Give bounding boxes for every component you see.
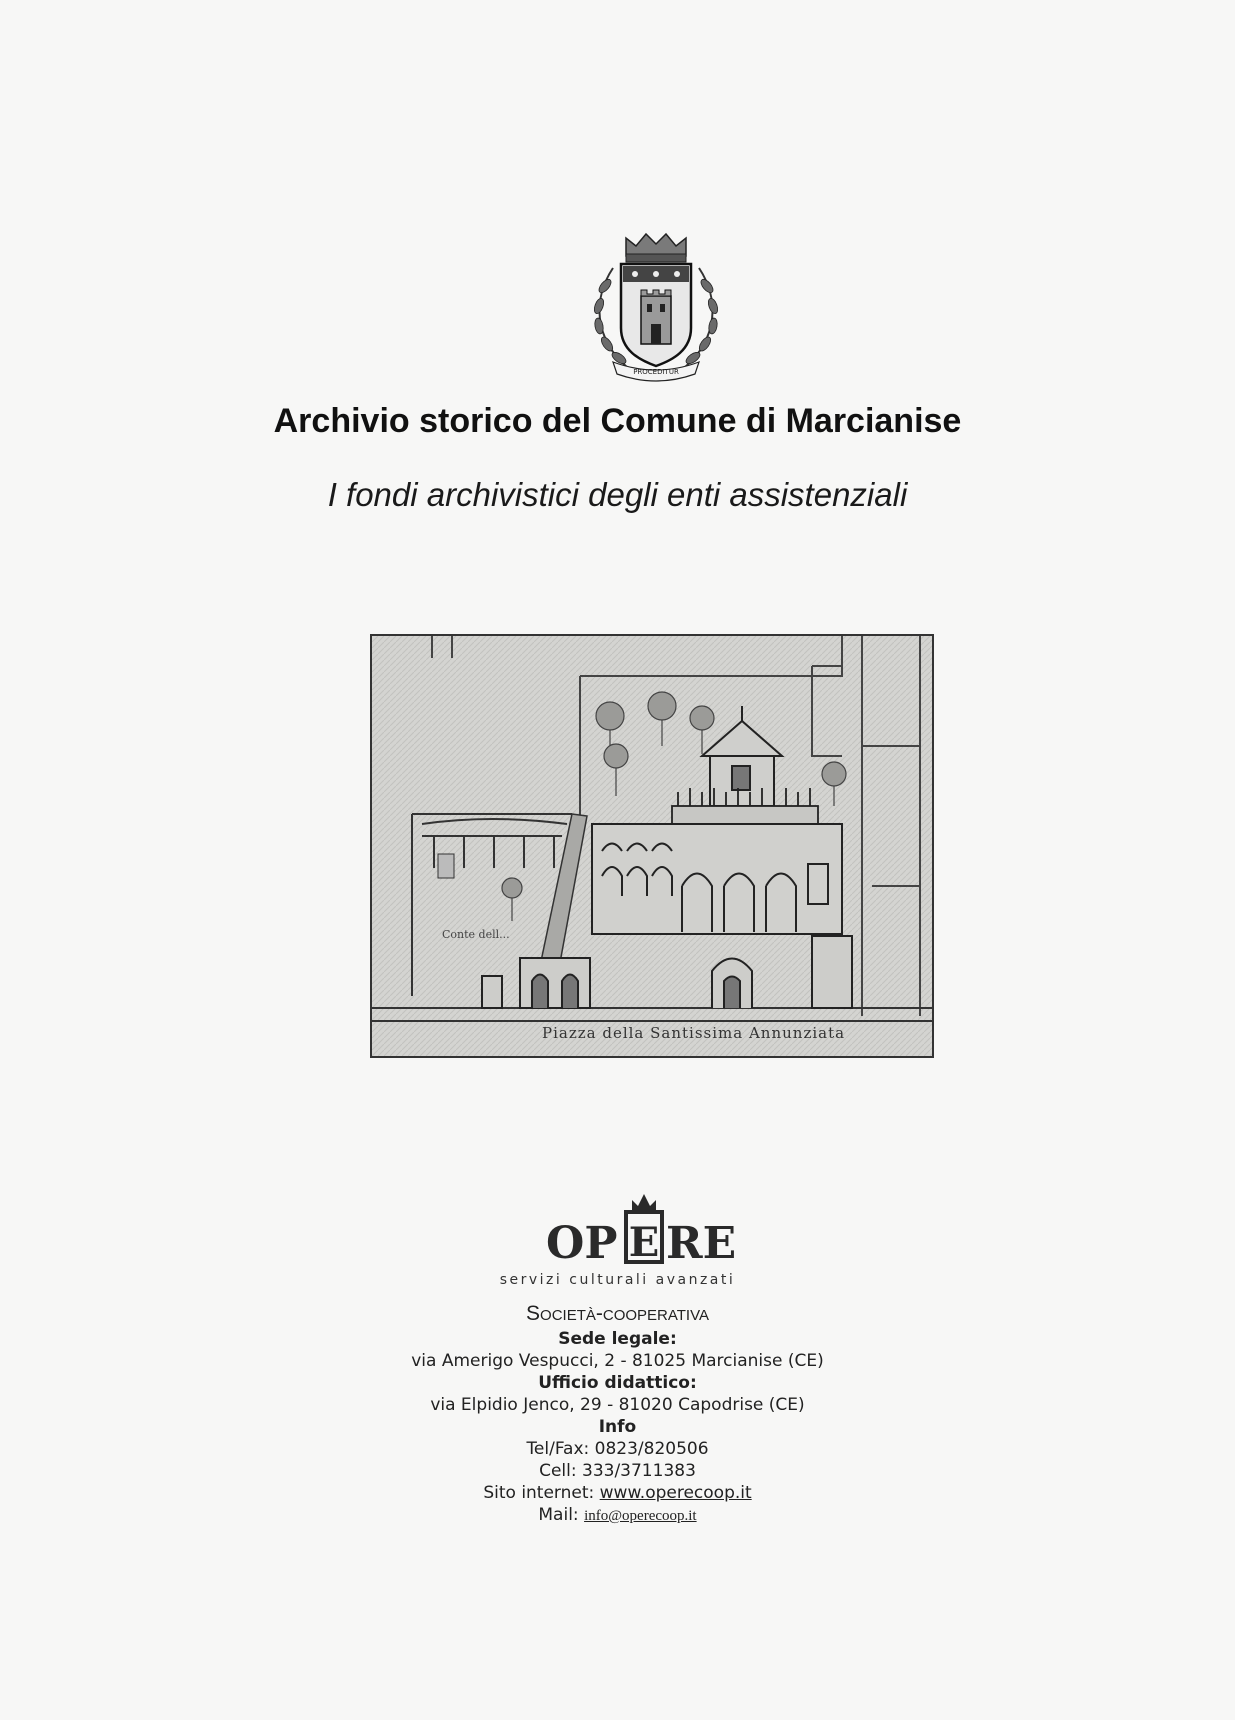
mail-prefix: Mail: xyxy=(538,1505,585,1525)
drawing-caption: Piazza della Santissima Annunziata xyxy=(542,1024,846,1042)
logo-text-right: RE xyxy=(666,1218,737,1268)
logo-text-left: OP xyxy=(546,1218,618,1268)
page-title: Archivio storico del Comune di Marcianise xyxy=(273,402,962,440)
info-label: Info xyxy=(598,1417,637,1437)
sede-label: Sede legale: xyxy=(558,1329,677,1349)
sede-address: via Amerigo Vespucci, 2 - 81025 Marcianise (CE) xyxy=(411,1351,824,1371)
website-prefix: Sito internet: xyxy=(483,1483,600,1503)
cell-phone: Cell: 333/3711383 xyxy=(539,1461,696,1481)
mail-link[interactable]: info@operecoop.it xyxy=(584,1508,697,1524)
contact-block xyxy=(0,1328,1235,1527)
website-line xyxy=(0,1482,1235,1504)
crest-motto: PROCEDITUR xyxy=(633,368,679,376)
logo-text-mid: E xyxy=(628,1219,660,1266)
ufficio-label: Ufficio didattico: xyxy=(538,1373,697,1393)
coat-of-arms-icon xyxy=(583,228,729,386)
company-type: Società-cooperativa xyxy=(526,1302,709,1325)
tel-fax: Tel/Fax: 0823/820506 xyxy=(526,1439,709,1459)
mail-line xyxy=(0,1504,1235,1527)
opere-logo xyxy=(540,1188,760,1268)
logo-tagline: servizi culturali avanzati xyxy=(499,1272,736,1288)
drawing-side-label: Conte dell... xyxy=(442,928,510,941)
ufficio-address: via Elpidio Jenco, 29 - 81020 Capodrise (CE) xyxy=(430,1395,805,1415)
website-link[interactable]: www.operecoop.it xyxy=(599,1483,752,1503)
historic-building-illustration xyxy=(370,634,934,1058)
page-subtitle: I fondi archivistici degli enti assistenziali xyxy=(327,476,908,513)
